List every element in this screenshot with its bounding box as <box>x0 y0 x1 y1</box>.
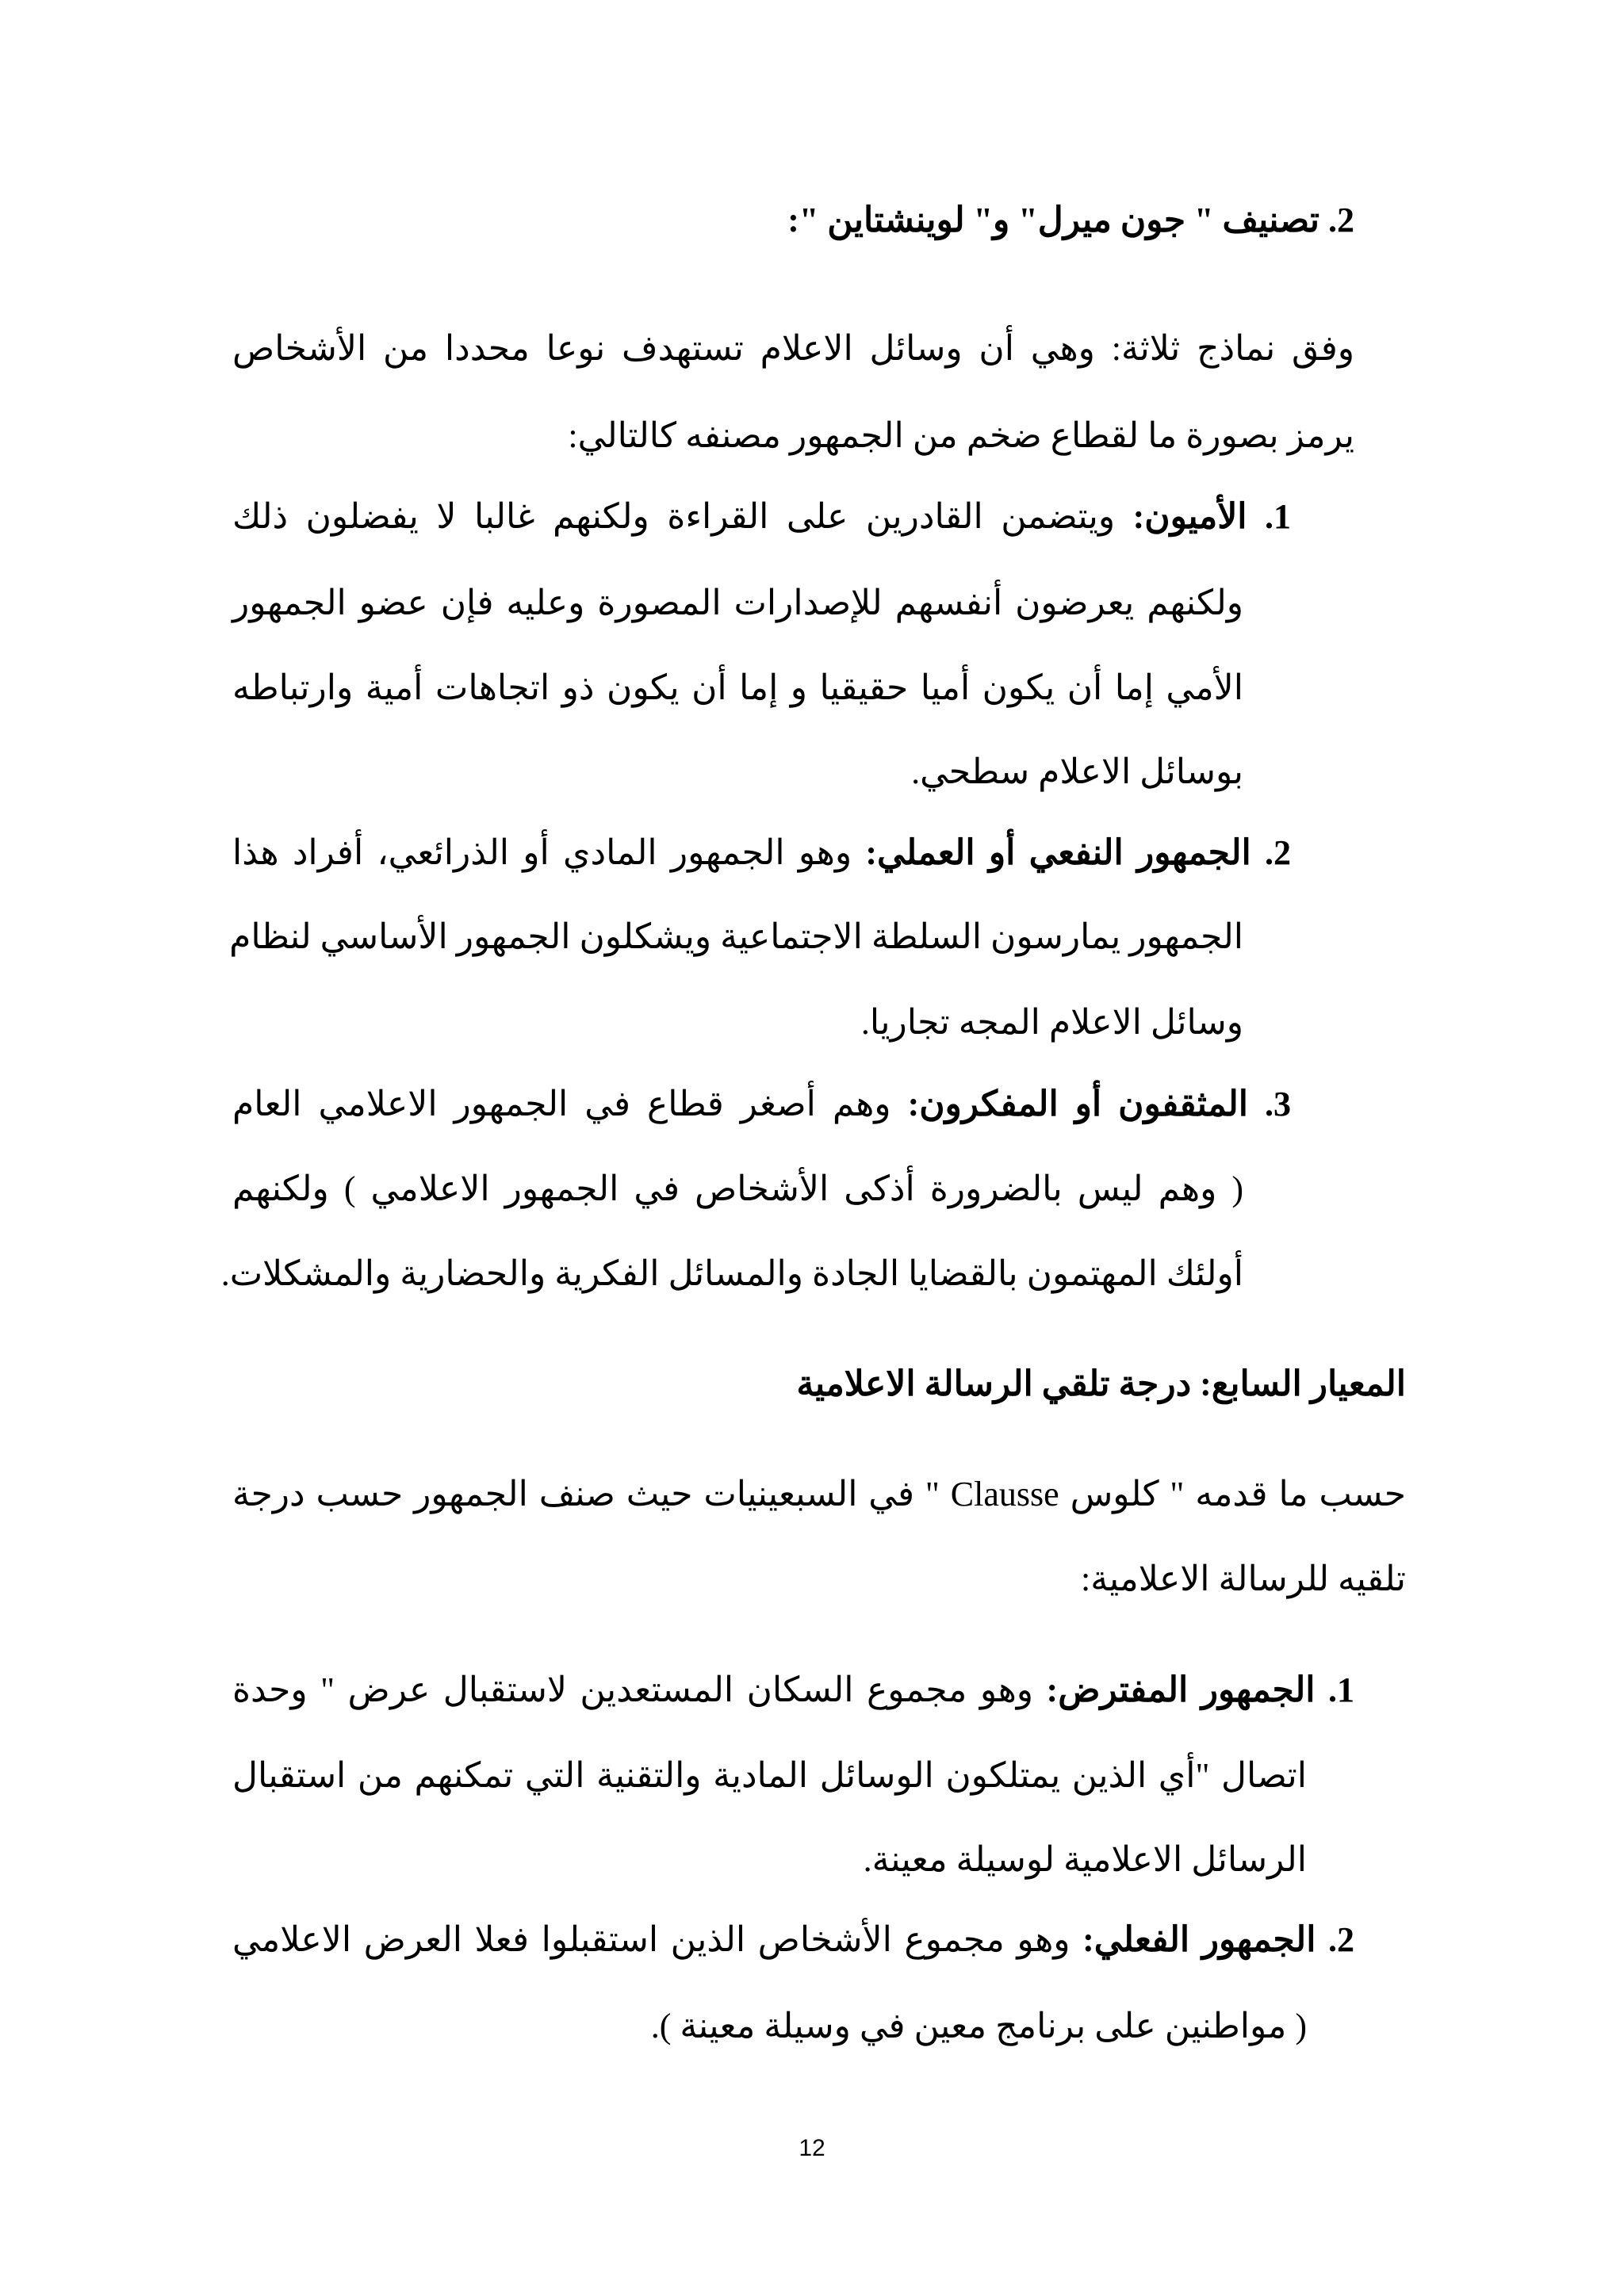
list-item-number: 2. <box>1328 1920 1355 1959</box>
paragraph-line: يرمز بصورة ما لقطاع ضخم من الجمهور مصنفه كالتالي: <box>568 416 1354 455</box>
section-heading: 2. تصنيف " جون ميرل" و" لوينشتاين ": <box>787 201 1354 239</box>
list-item-term: الجمهور الفعلي: <box>1082 1920 1316 1959</box>
list-item-term: المثقفون أو المفكرون: <box>907 1085 1249 1123</box>
list-item-term: الجمهور النفعي أو العملي: <box>865 833 1251 872</box>
list-item-line: الجمهور يمارسون السلطة الاجتماعية ويشكلون الجمهور الأساسي لنظام <box>229 917 1243 956</box>
list-item-text: وهم أصغر قطاع في الجمهور الاعلامي العام <box>232 1085 891 1123</box>
list-item-line: الأمي إما أن يكون أميا حقيقيا و إما أن يكون ذو اتجاهات أمية وارتباطه <box>232 668 1243 707</box>
list-item-text: وهو مجموع السكان المستعدين لاستقبال عرض " وحدة <box>232 1670 1034 1709</box>
list-item-number: 1. <box>1265 497 1292 536</box>
list-item-text: وهو مجموع الأشخاص الذين استقبلوا فعلا العرض الاعلامي <box>232 1920 1071 1959</box>
list-item-line: أولئك المهتمون بالقضايا الجادة والمسائل الفكرية والحضارية والمشكلات. <box>220 1254 1243 1293</box>
list-item-number: 1. <box>1328 1670 1355 1709</box>
list-item-text: وهو الجمهور المادي أو الذرائعي، أفراد هذا <box>232 833 852 872</box>
list-item-term: الجمهور المفترض: <box>1046 1670 1316 1709</box>
list-item-number: 3. <box>1265 1085 1292 1123</box>
list-item-term: الأميون: <box>1132 497 1247 536</box>
list-item-line: وسائل الاعلام المجه تجاريا. <box>860 1003 1243 1042</box>
list-item-line: ( مواطنين على برنامج معين في وسيلة معينة ). <box>650 2007 1307 2045</box>
list-item-line: اتصال "أي الذين يمتلكون الوسائل المادية والتقنية التي تمكنهم من استقبال <box>232 1756 1307 1795</box>
list-item <box>232 829 1291 877</box>
list-item-line: الرسائل الاعلامية لوسيلة معينة. <box>863 1840 1307 1879</box>
list-item-line: ولكنهم يعرضون أنفسهم للإصدارات المصورة وعليه فإن عضو الجمهور <box>232 584 1243 622</box>
list-item-line: بوسائل الاعلام سطحي. <box>911 752 1243 791</box>
paragraph-line: حسب ما قدمه " كلوس Clausse " في السبعينيات حيث صنف الجمهور حسب درجة <box>232 1475 1406 1513</box>
criterion-heading: المعيار السابع: درجة تلقي الرسالة الاعلامية <box>796 1364 1406 1403</box>
paragraph-line: تلقيه للرسالة الاعلامية: <box>1081 1559 1406 1598</box>
list-item <box>232 1916 1354 1964</box>
paragraph-line: وفق نماذج ثلاثة: وهي أن وسائل الاعلام تستهدف نوعا محددا من الأشخاص <box>232 329 1354 368</box>
list-item <box>232 1667 1354 1714</box>
list-item <box>232 493 1291 541</box>
list-item-line: ( وهم ليس بالضرورة أذكى الأشخاص في الجمهور الاعلامي ) ولكنهم <box>232 1169 1243 1208</box>
list-item <box>232 1081 1291 1128</box>
page-number: 12 <box>799 2135 825 2161</box>
list-item-text: ويتضمن القادرين على القراءة ولكنهم غالبا لا يفضلون ذلك <box>232 497 1116 536</box>
list-item-number: 2. <box>1265 833 1292 872</box>
